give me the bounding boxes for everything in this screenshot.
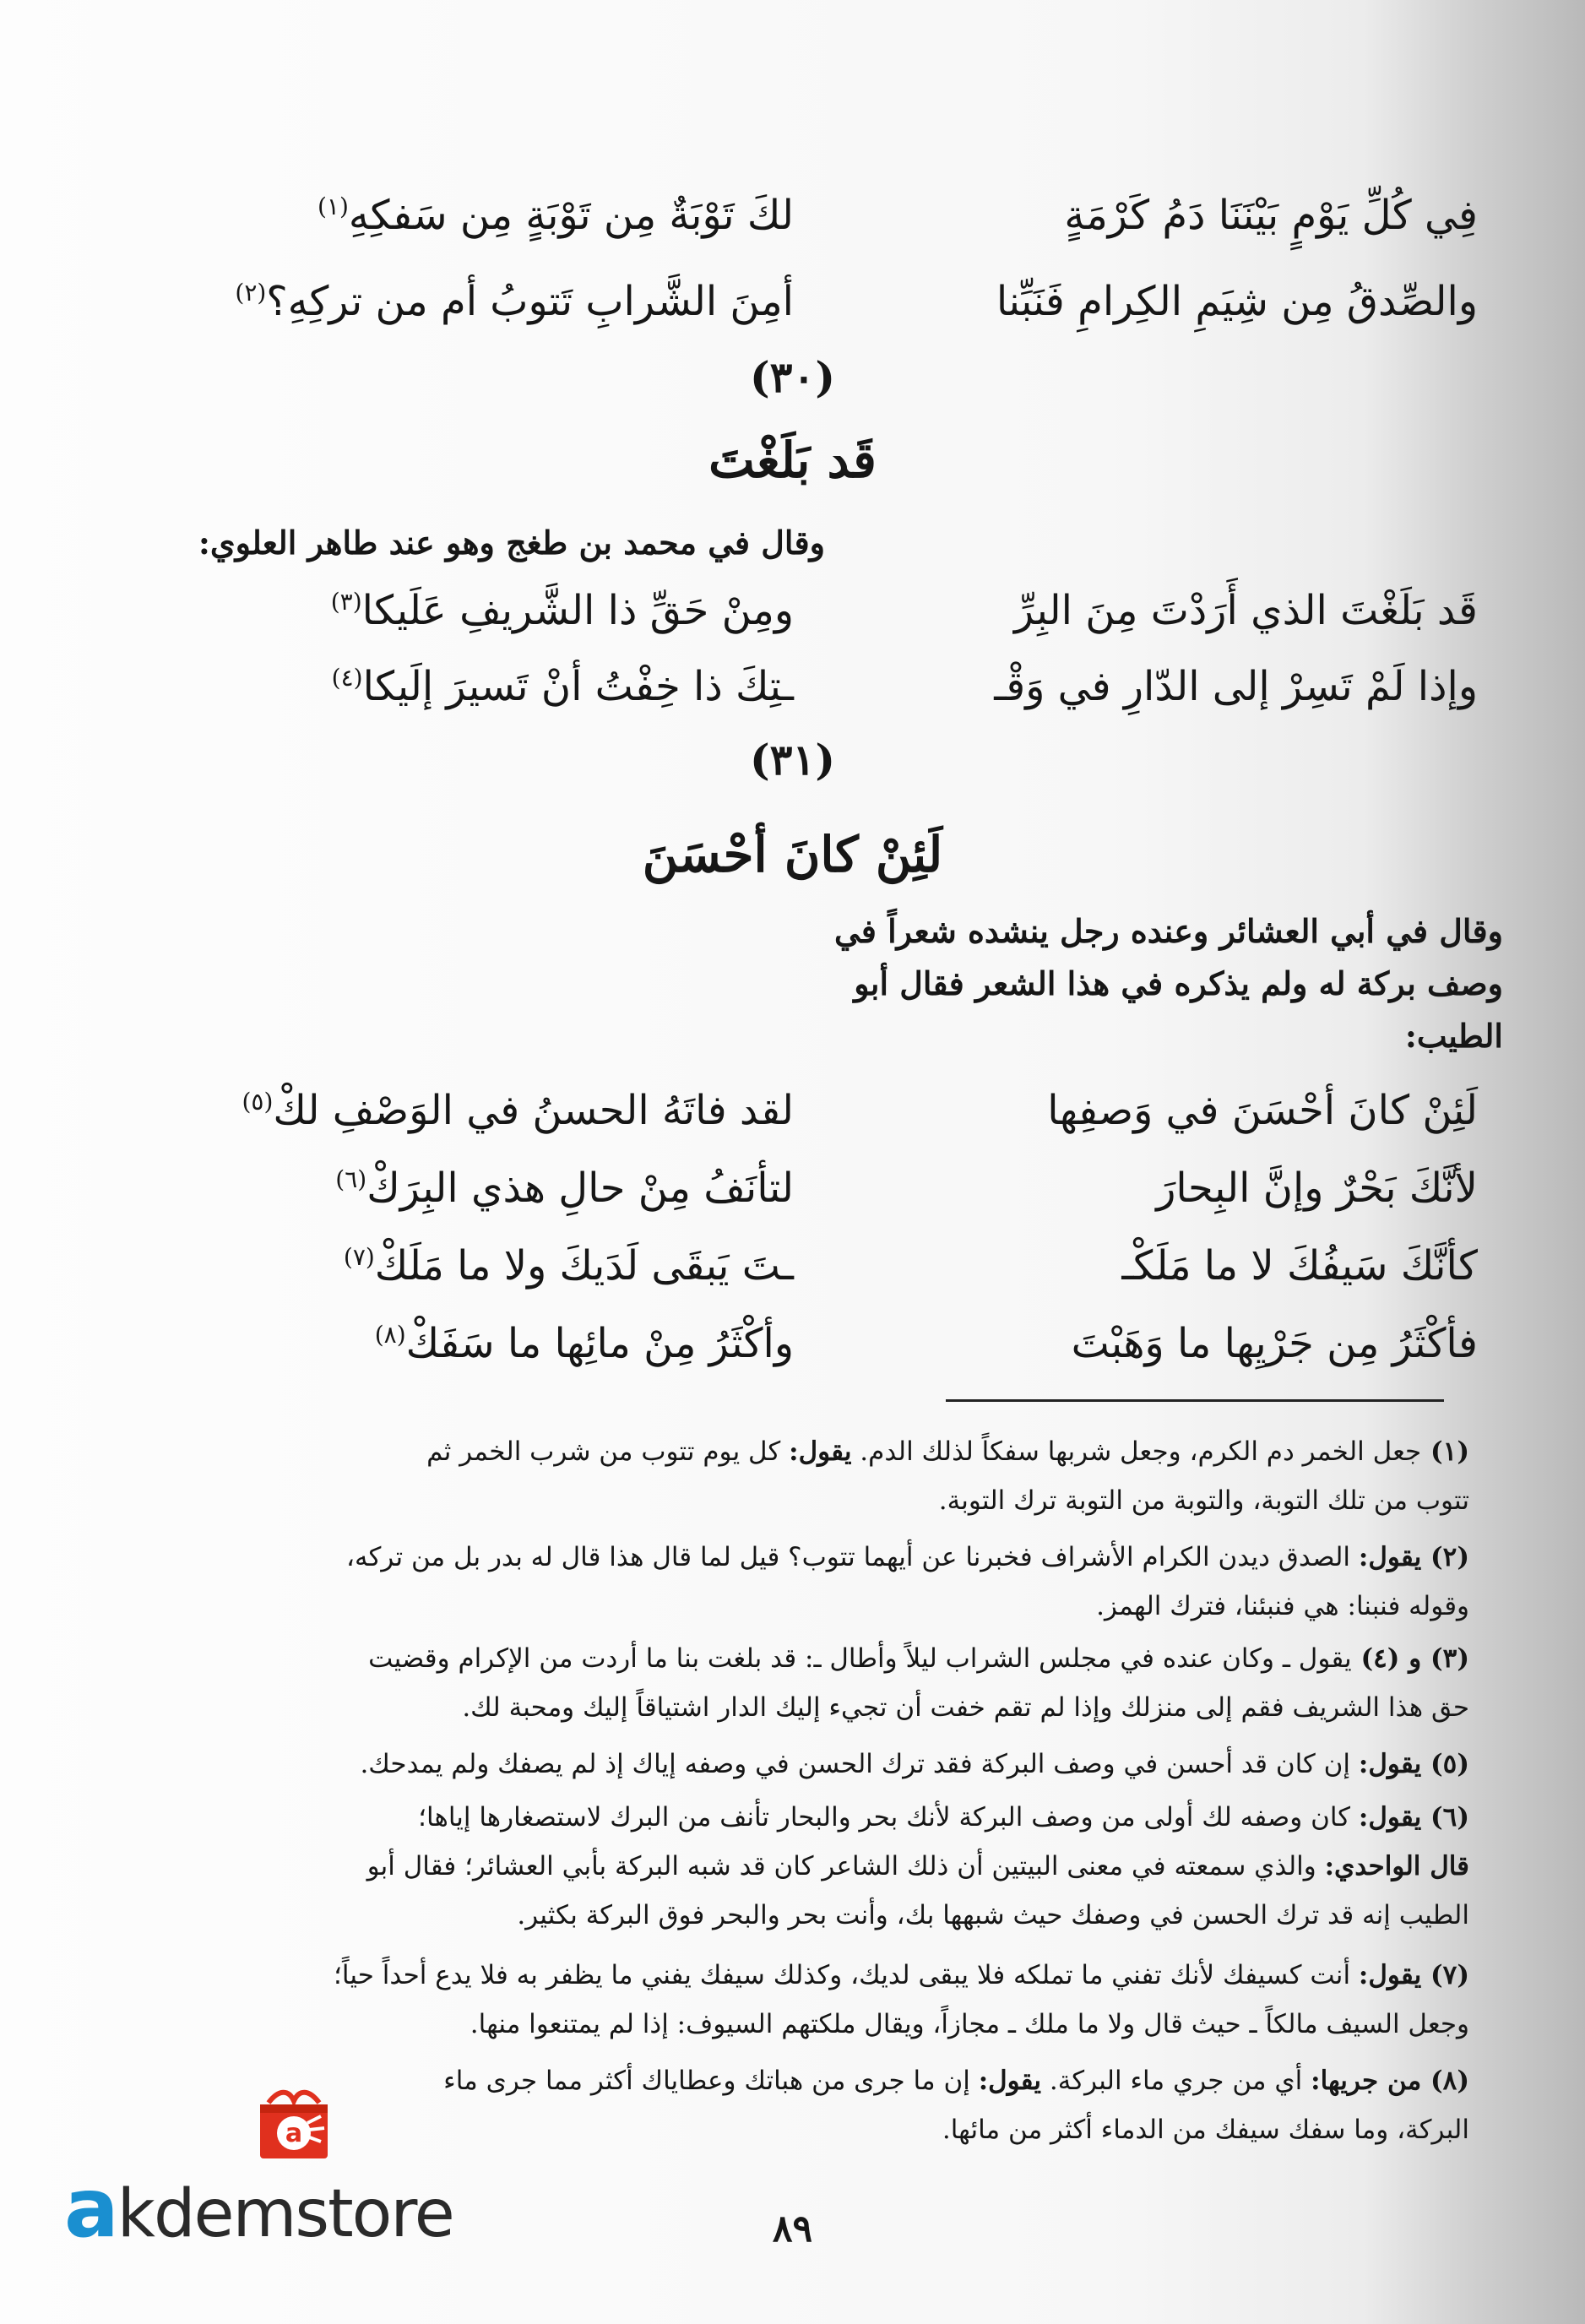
verse-line bbox=[186, 1236, 1478, 1295]
verse-line bbox=[186, 186, 1478, 245]
verse-second-hemistich bbox=[186, 1314, 794, 1373]
verse-second-hemistich bbox=[186, 1236, 794, 1295]
footnote-text: الطيب إنه قد ترك الحسن في وصفك حيث شبهها بك، وأنت بحر والبحر فوق البركة بكثير. bbox=[517, 1900, 1469, 1930]
verse-line bbox=[186, 272, 1478, 331]
section-number: (٣١) bbox=[749, 735, 836, 785]
footnote-text: كل يوم تتوب من شرب الخمر ثم bbox=[426, 1436, 790, 1467]
section-title: لَئِنْ كانَ أحْسَنَ bbox=[642, 826, 943, 883]
verse-first-hemistich: وإذا لَمْ تَسِرْ إلى الدّارِ في وَقْـ bbox=[994, 663, 1478, 710]
footnote-ref: (٥) bbox=[242, 1088, 274, 1116]
footnote bbox=[194, 1634, 1469, 1732]
footnote-text: والذي سمعته في معنى البيتين أن ذلك الشاعر كان قد شبه البركة بأبي العشائر؛ فقال أبو bbox=[366, 1851, 1325, 1881]
footnote-text: تتوب من تلك التوبة، والتوبة من التوبة ترك التوبة. bbox=[938, 1485, 1469, 1516]
verse-line bbox=[186, 581, 1478, 640]
footnote bbox=[194, 1427, 1469, 1525]
hemistich-text: لكَ تَوْبَةٌ مِن تَوْبَةٍ مِن سَفكِهِ bbox=[348, 192, 794, 239]
hemistich-text: لتأنَفُ مِنْ حالِ هذي البِرَكْ bbox=[366, 1165, 794, 1212]
footnote-line bbox=[194, 1793, 1469, 1842]
footnote-text: إن ما جرى من هباتك وعطاياك أكثر مما جرى ماء bbox=[443, 2066, 979, 2096]
footnote-number: (٢) bbox=[1421, 1542, 1469, 1572]
footnote-line bbox=[194, 1683, 1469, 1732]
footnote-line bbox=[194, 1891, 1469, 1940]
footnote-text: يقول ـ وكان عنده في مجلس الشراب ليلاً وأطال ـ: قد بلغت بنا ما أردت من الإكرام وقضيت bbox=[368, 1643, 1352, 1674]
footnote-ref: (١) bbox=[317, 193, 349, 220]
intro-line: وصف بركة له ولم يذكره في هذا الشعر فقال أبو bbox=[854, 964, 1503, 1002]
akdemstore-logo bbox=[51, 2077, 524, 2256]
verse-first-hemistich: فِي كُلِّ يَوْمٍ بَيْنَنَا دَمُ كَرْمَةٍ bbox=[1064, 192, 1478, 239]
verse-first-hemistich: كأنَّكَ سَيفُكَ لا ما مَلَكْـ bbox=[1121, 1242, 1478, 1290]
section-number: (٣٠) bbox=[749, 352, 836, 402]
footnote-label: يقول: bbox=[1358, 1542, 1422, 1572]
footnote-number: (٦) bbox=[1421, 1802, 1469, 1833]
verse-second-hemistich bbox=[186, 272, 794, 331]
verse-first-hemistich: فأكْثَرُ مِن جَرْيِها ما وَهَبْتَ bbox=[1071, 1320, 1478, 1367]
footnote-label: يقول: bbox=[1358, 1749, 1422, 1779]
footnote-text: أي من جري ماء البركة. bbox=[1041, 2066, 1311, 2096]
verse-first-hemistich: والصِّدقُ مِن شِيَمِ الكِرامِ فَنَبِّنا bbox=[996, 278, 1478, 325]
verse-first-hemistich: لأنَّكَ بَحْرٌ وإنَّ البِحارَ bbox=[1156, 1165, 1478, 1212]
footnote-divider bbox=[946, 1399, 1444, 1402]
verse-line bbox=[186, 1081, 1478, 1140]
footnote-text: إن كان قد أحسن في وصف البركة فقد ترك الحسن في وصفه إياك إذ لم يصفك ولم يمدحك. bbox=[360, 1749, 1359, 1779]
footnote-line bbox=[194, 1740, 1469, 1789]
footnote-text: الصدق ديدن الكرام الأشراف فخبرنا عن أيهما تتوب؟ قيل لما قال هذا قال له بدر بل من تركه، bbox=[345, 1542, 1359, 1572]
section-title: قَد بَلَغْتَ bbox=[708, 432, 877, 489]
logo-wordmark bbox=[64, 2161, 453, 2256]
footnote-text: وجعل السيف مالكاً ـ حيث قال ولا ما ملك ـ مجازاً، ويقال ملكتهم السيوف: إذا لم يمتنعوا منها. bbox=[470, 2009, 1469, 2039]
footnote-label: يقول: bbox=[1358, 1802, 1422, 1833]
verse-first-hemistich: لَئِنْ كانَ أحْسَنَ في وَصفِها bbox=[1047, 1087, 1478, 1134]
footnote-text: كان وصفه لك أولى من وصف البركة لأنك بحر والبحار تأنف من البرك لاستصغارها إياها؛ bbox=[418, 1802, 1359, 1833]
footnote-ref: (٢) bbox=[235, 279, 267, 307]
footnote bbox=[194, 1533, 1469, 1631]
verse-second-hemistich bbox=[186, 1081, 794, 1140]
footnote-line bbox=[194, 1842, 1469, 1891]
footnote-number: (٧) bbox=[1421, 1960, 1469, 1990]
verse-line bbox=[186, 1314, 1478, 1373]
verse-line bbox=[186, 657, 1478, 716]
footnote-text: أنت كسيفك لأنك تفني ما تملكه فلا يبقى لديك، وكذلك سيفك يفني ما يظفر به فلا يدع أحداً حياً؛ bbox=[334, 1960, 1359, 1990]
footnote-line bbox=[194, 1533, 1469, 1582]
hemistich-text: وأكْثَرُ مِنْ مائِها ما سَفَكْ bbox=[405, 1320, 794, 1367]
hemistich-text: ـتِكَ ذا خِفْتُ أنْ تَسيرَ إلَيكا bbox=[362, 663, 794, 710]
footnote-ref: (٣) bbox=[330, 588, 362, 616]
footnote-line bbox=[194, 1476, 1469, 1525]
footnote-text: جعل الخمر دم الكرم، وجعل شربها سفكاً لذلك الدم. bbox=[851, 1436, 1422, 1467]
footnote-line bbox=[194, 1634, 1469, 1683]
page-number: ٨٩ bbox=[772, 2207, 813, 2251]
verse-second-hemistich bbox=[186, 186, 794, 245]
footnote-line bbox=[194, 2000, 1469, 2049]
section-intro: وقال في محمد بن طغج وهو عند طاهر العلوي: bbox=[198, 524, 825, 562]
hemistich-text: ومِنْ حَقِّ ذا الشَّريفِ عَلَيكا bbox=[361, 587, 794, 634]
footnote-line bbox=[194, 1582, 1469, 1631]
footnote-text: وقوله فنبنا: هي فنبئنا، فترك الهمز. bbox=[1096, 1591, 1469, 1621]
footnote-ref: (٤) bbox=[331, 664, 363, 692]
footnote-label: يقول: bbox=[1358, 1960, 1422, 1990]
footnote-number: (٥) bbox=[1421, 1749, 1469, 1779]
footnote bbox=[194, 1740, 1469, 1789]
footnote-label: من جريها: bbox=[1311, 2066, 1422, 2096]
footnote-text: البركة، وما سفك سيفك من الدماء أكثر من مائها. bbox=[942, 2115, 1469, 2145]
footnote bbox=[194, 1951, 1469, 2049]
verse-second-hemistich bbox=[186, 657, 794, 716]
footnote-number: (٨) bbox=[1421, 2066, 1469, 2096]
logo-letter-a: a bbox=[64, 2161, 117, 2256]
footnote-label: يقول: bbox=[978, 2066, 1041, 2096]
hemistich-text: أمِنَ الشَّرابِ تَتوبُ أم من تركِهِ؟ bbox=[266, 278, 794, 325]
logo-name: kdemstore bbox=[117, 2176, 453, 2252]
footnote-ref: (٦) bbox=[335, 1165, 367, 1193]
intro-line: الطيب: bbox=[1404, 1017, 1503, 1055]
svg-text:a: a bbox=[285, 2119, 303, 2148]
hemistich-text: ـتَ يَبقَى لَدَيكَ ولا ما مَلَكْ bbox=[374, 1242, 794, 1290]
book-gift-icon bbox=[250, 2077, 338, 2165]
verse-second-hemistich bbox=[186, 1159, 794, 1218]
footnote-number: (١) bbox=[1421, 1436, 1469, 1467]
footnote-ref: (٧) bbox=[343, 1243, 375, 1271]
verse-line bbox=[186, 1159, 1478, 1218]
footnote-number: (٣) و (٤) bbox=[1351, 1643, 1469, 1674]
intro-line: وقال في أبي العشائر وعنده رجل ينشده شعراً في bbox=[834, 912, 1503, 950]
footnote-text: حق هذا الشريف فقم إلى منزلك وإذا لم تقم خفت أن تجيء إليك الدار اشتياقاً إليك ومحبة لك. bbox=[462, 1692, 1469, 1723]
footnote-label: قال الواحدي: bbox=[1324, 1851, 1469, 1881]
hemistich-text: لقد فاتَهُ الحسنُ في الوَصْفِ لكْ bbox=[273, 1087, 794, 1134]
verse-second-hemistich bbox=[186, 581, 794, 640]
verse-first-hemistich: قَد بَلَغْتَ الذي أَرَدْتَ مِنَ البِرِّ bbox=[1014, 587, 1478, 634]
footnote bbox=[194, 1793, 1469, 1940]
footnote-label: يقول: bbox=[789, 1436, 852, 1467]
footnote-line bbox=[194, 1427, 1469, 1476]
section-intro bbox=[186, 905, 1503, 1062]
footnote-ref: (٨) bbox=[374, 1321, 406, 1349]
footnote-line bbox=[194, 1951, 1469, 2000]
